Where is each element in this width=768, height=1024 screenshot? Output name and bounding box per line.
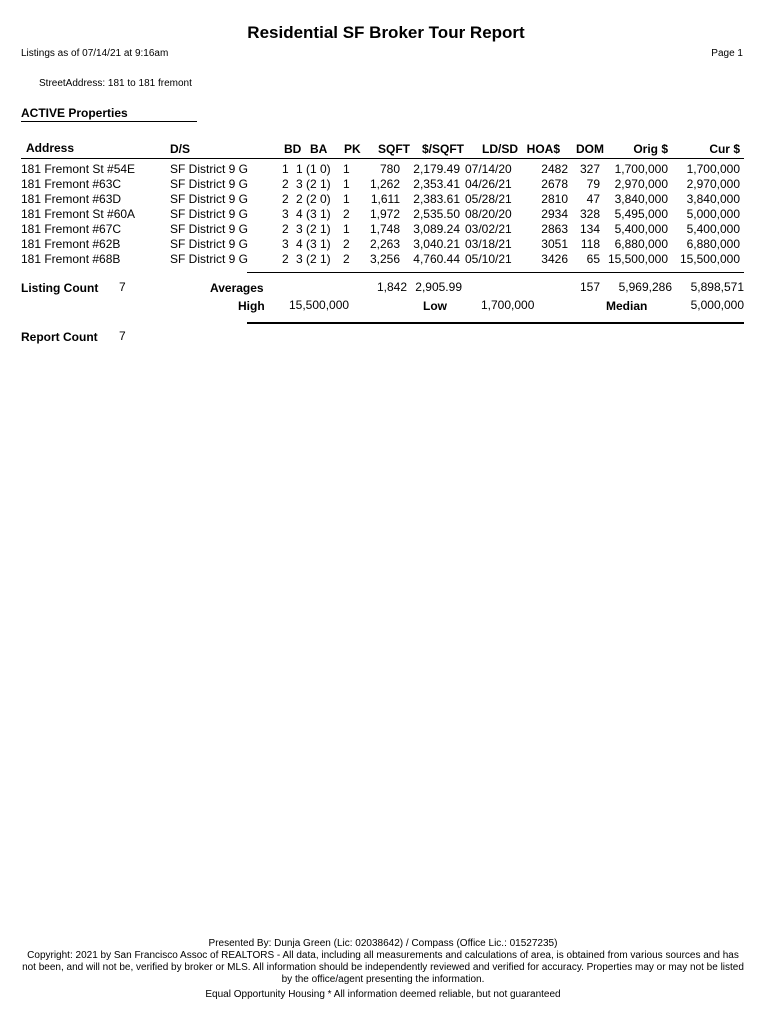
cell-ds: SF District 9 G <box>170 162 249 176</box>
street-address-filter: StreetAddress: 181 to 181 fremont <box>39 78 192 89</box>
col-ba: BA <box>310 142 328 156</box>
cell-pk: 1 <box>343 162 350 176</box>
cell-ds: SF District 9 G <box>170 207 249 221</box>
cell-ba: 3 (2 1) <box>296 252 331 266</box>
cell-ldsd: 04/26/21 <box>465 177 512 191</box>
cell-psqft: 3,089.24 <box>413 222 460 236</box>
cell-pk: 1 <box>343 177 350 191</box>
summary-rule-top <box>247 272 744 273</box>
cell-psqft: 2,353.41 <box>413 177 460 191</box>
cell-ds: SF District 9 G <box>170 192 249 206</box>
cell-hoa: 3051 <box>541 237 568 251</box>
cell-bd: 3 <box>282 237 289 251</box>
high-label: High <box>238 299 265 313</box>
cell-pk: 1 <box>343 192 350 206</box>
cell-dom: 134 <box>579 222 600 236</box>
cell-ba: 4 (3 1) <box>296 207 331 221</box>
cell-ds: SF District 9 G <box>170 222 249 236</box>
cell-pk: 2 <box>343 207 350 221</box>
high-value: 15,500,000 <box>289 298 350 312</box>
report-count-value: 7 <box>119 329 126 343</box>
cell-hoa: 2482 <box>541 162 568 176</box>
cell-address: 181 Fremont #63D <box>21 192 122 206</box>
footer-presented-by: Presented By: Dunja Green (Lic: 02038642) / Compass (Office Lic.: 01527235) <box>208 938 558 949</box>
cell-sqft: 1,611 <box>370 192 400 206</box>
cell-ba: 4 (3 1) <box>296 237 331 251</box>
col-address: Address <box>26 141 75 155</box>
report-count-label: Report Count <box>21 330 98 344</box>
cell-address: 181 Fremont #62B <box>21 237 121 251</box>
cell-bd: 2 <box>282 177 289 191</box>
cell-ldsd: 05/10/21 <box>465 252 512 266</box>
cell-bd: 2 <box>282 192 289 206</box>
cell-sqft: 1,972 <box>369 207 400 221</box>
cell-orig: 1,700,000 <box>614 162 668 176</box>
footer-copyright: Copyright: 2021 by San Francisco Assoc of REALTORS - All data, including all measurements and calculations of area, is obtained from various sources and has not been, and will not be, verified by broker or MLS. All information should be independently reviewed and verified for accuracy. Properties may or may not be listed by the office/agent presenting the information. <box>22 950 744 985</box>
cell-hoa: 2678 <box>541 177 568 191</box>
col-psqft: $/SQFT <box>421 142 464 156</box>
cell-sqft: 1,748 <box>369 222 400 236</box>
cell-sqft: 780 <box>379 162 400 176</box>
cell-psqft: 4,760.44 <box>413 252 460 266</box>
low-value: 1,700,000 <box>481 298 535 312</box>
median-label: Median <box>606 299 648 313</box>
cell-ds: SF District 9 G <box>170 177 249 191</box>
cell-orig: 5,400,000 <box>614 222 668 236</box>
cell-hoa: 3426 <box>541 252 568 266</box>
cell-ds: SF District 9 G <box>170 252 249 266</box>
cell-ldsd: 03/02/21 <box>465 222 512 236</box>
cell-hoa: 2810 <box>541 192 568 206</box>
cell-cur: 5,400,000 <box>686 222 740 236</box>
cell-sqft: 1,262 <box>369 177 400 191</box>
report-title: Residential SF Broker Tour Report <box>247 23 525 42</box>
cell-ldsd: 03/18/21 <box>465 237 512 251</box>
col-ldsd: LD/SD <box>482 142 518 156</box>
cell-ba: 1 (1 0) <box>296 162 331 176</box>
cell-pk: 2 <box>343 252 350 266</box>
cell-sqft: 2,263 <box>369 237 400 251</box>
cell-pk: 1 <box>343 222 350 236</box>
cell-ldsd: 08/20/20 <box>465 207 512 221</box>
cell-bd: 1 <box>282 162 289 176</box>
col-hoa: HOA$ <box>526 142 560 156</box>
cell-dom: 118 <box>580 237 600 251</box>
cell-cur: 1,700,000 <box>686 162 740 176</box>
col-orig: Orig $ <box>633 142 668 156</box>
low-label: Low <box>423 299 447 313</box>
cell-bd: 2 <box>282 222 289 236</box>
listing-count-value: 7 <box>119 280 126 294</box>
avg-cur: 5,898,571 <box>690 280 744 294</box>
cell-orig: 5,495,000 <box>614 207 668 221</box>
cell-psqft: 2,535.50 <box>413 207 460 221</box>
cell-pk: 2 <box>343 237 350 251</box>
cell-address: 181 Fremont St #54E <box>21 162 136 176</box>
cell-address: 181 Fremont #68B <box>21 252 121 266</box>
avg-sqft: 1,842 <box>376 280 407 294</box>
cell-address: 181 Fremont #63C <box>21 177 122 191</box>
cell-orig: 15,500,000 <box>607 252 668 266</box>
cell-ldsd: 07/14/20 <box>465 162 512 176</box>
footer-equal-housing: Equal Opportunity Housing * All information deemed reliable, but not guaranteed <box>205 989 561 1000</box>
cell-dom: 327 <box>579 162 600 176</box>
col-dom: DOM <box>576 142 604 156</box>
averages-label: Averages <box>210 281 264 295</box>
cell-dom: 47 <box>586 192 600 206</box>
cell-bd: 2 <box>282 252 289 266</box>
cell-cur: 6,880,000 <box>686 237 740 251</box>
cell-ldsd: 05/28/21 <box>465 192 512 206</box>
cell-dom: 79 <box>586 177 600 191</box>
cell-hoa: 2863 <box>541 222 568 236</box>
cell-ba: 3 (2 1) <box>296 222 331 236</box>
cell-psqft: 2,383.61 <box>413 192 460 206</box>
col-sqft: SQFT <box>378 142 410 156</box>
cell-dom: 328 <box>579 207 600 221</box>
cell-psqft: 2,179.49 <box>413 162 460 176</box>
cell-dom: 65 <box>586 252 600 266</box>
listing-count-label: Listing Count <box>21 281 99 295</box>
cell-hoa: 2934 <box>541 207 568 221</box>
cell-bd: 3 <box>282 207 289 221</box>
col-cur: Cur $ <box>709 142 740 156</box>
cell-orig: 3,840,000 <box>614 192 668 206</box>
cell-ba: 3 (2 1) <box>296 177 331 191</box>
col-bd: BD <box>284 142 302 156</box>
avg-orig: 5,969,286 <box>618 280 672 294</box>
cell-cur: 5,000,000 <box>686 207 740 221</box>
cell-address: 181 Fremont St #60A <box>21 207 136 221</box>
col-pk: PK <box>344 142 361 156</box>
median-value: 5,000,000 <box>690 298 744 312</box>
avg-psqft: 2,905.99 <box>415 280 462 294</box>
header-underline <box>21 158 744 159</box>
section-title: ACTIVE Properties <box>21 106 128 120</box>
col-ds: D/S <box>170 142 191 156</box>
listings-as-of: Listings as of 07/14/21 at 9:16am <box>21 48 169 59</box>
cell-ba: 2 (2 0) <box>296 192 331 206</box>
cell-psqft: 3,040.21 <box>413 237 460 251</box>
section-underline <box>21 121 197 122</box>
cell-orig: 2,970,000 <box>614 177 668 191</box>
cell-orig: 6,880,000 <box>614 237 668 251</box>
cell-cur: 15,500,000 <box>679 252 740 266</box>
cell-address: 181 Fremont #67C <box>21 222 122 236</box>
cell-cur: 3,840,000 <box>686 192 740 206</box>
avg-dom: 157 <box>579 280 600 294</box>
page-number: Page 1 <box>711 48 743 59</box>
cell-sqft: 3,256 <box>369 252 400 266</box>
summary-rule-bottom <box>247 322 744 324</box>
cell-ds: SF District 9 G <box>170 237 249 251</box>
cell-cur: 2,970,000 <box>686 177 740 191</box>
